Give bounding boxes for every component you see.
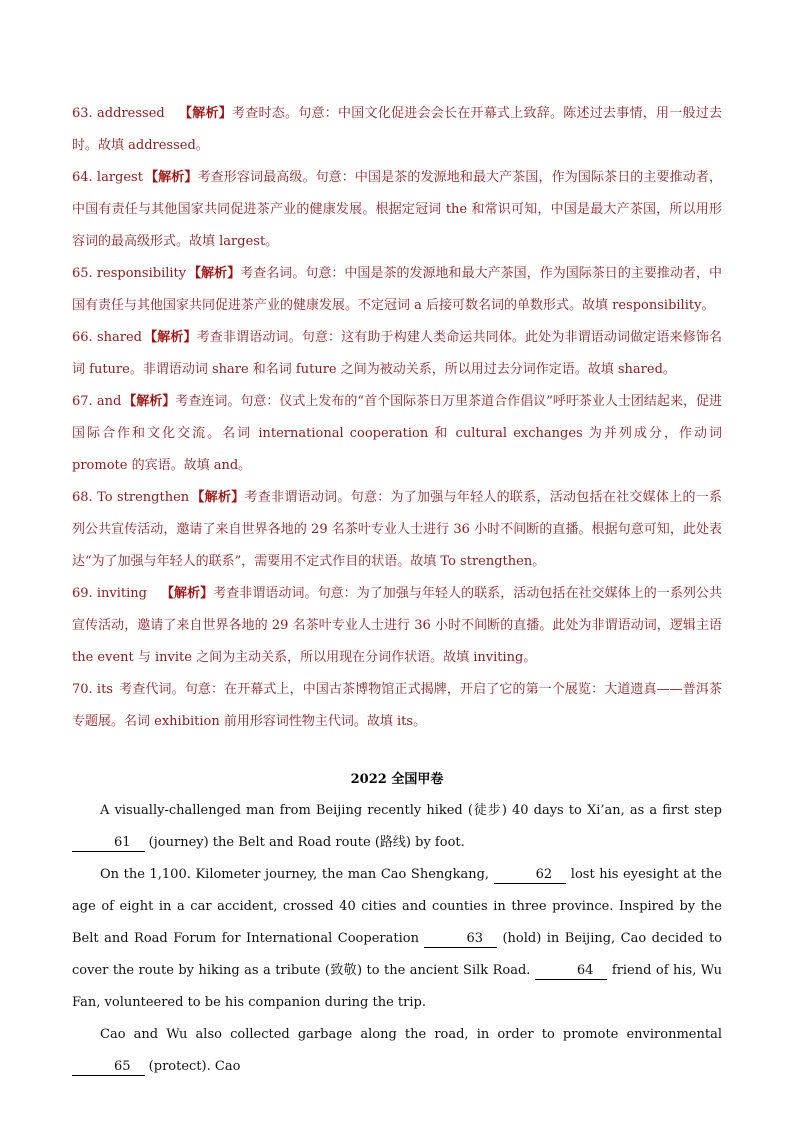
blank-64: 64: [535, 963, 608, 980]
passage-paragraph: [72, 859, 722, 1019]
passage-text: friend of his, Wu Fan, volunteered to be his companion during the trip.: [72, 963, 722, 1010]
answer-text: 考查非谓语动词。句意：为了加强与年轻人的联系，活动包括在社交媒体上的一系列公共宣传活动，邀请了来自世界各地的 29 名茶叶专业人士进行 36 小时不间断的直播。此处为非谓语动词，逻辑主语 the event 与 invite 之间为主动关系，所以用现在分词作状语。故填 inviting。: [72, 586, 722, 665]
analysis-tag: 【解析】: [178, 106, 232, 121]
answer-key: 69. inviting: [72, 586, 147, 601]
answer-key: 63. addressed: [72, 106, 165, 121]
answer-63: [72, 98, 722, 162]
passage-text: A visually-challenged man from Beijing recently hiked (徒步) 40 days to Xi’an, as a first step: [100, 803, 722, 818]
answer-text: 考查名词。句意：中国是茶的发源地和最大产茶国，作为国际茶日的主要推动者，中国有责任与其他国家共同促进茶产业的健康发展。不定冠词 a 后接可数名词的单数形式。故填 responsibility。: [72, 266, 722, 313]
answer-69: [72, 578, 722, 674]
answer-70: [72, 674, 722, 738]
answer-text: 考查非谓语动词。句意：为了加强与年轻人的联系，活动包括在社交媒体上的一系列公共宣传活动，邀请了来自世界各地的 29 名茶叶专业人士进行 36 小时不间断的直播。根据句意可知，此处表达“为了加强与年轻人的联系”，需要用不定式作目的状语。故填 To strengthen。: [72, 490, 722, 569]
cloze-passage: [72, 795, 722, 1083]
answer-67: [72, 386, 722, 482]
passage-text: (journey) the Belt and Road route (路线) by foot.: [144, 835, 465, 850]
answer-text: 考查形容词最高级。句意：中国是茶的发源地和最大产茶国，作为国际茶日的主要推动者，中国有责任与其他国家共同促进茶产业的健康发展。根据定冠词 the 和常识可知，中国是最大产茶国，所以用形容词的最高级形式。故填 largest。: [72, 170, 722, 249]
answer-68: [72, 482, 722, 578]
analysis-tag: 【解析】: [143, 330, 197, 345]
passage-paragraph: [72, 795, 722, 859]
analysis-tag: 【解析】: [144, 170, 198, 185]
answer-text: 考查时态。句意：中国文化促进会会长在开幕式上致辞。陈述过去事情，用一般过去时。故填 addressed。: [72, 106, 722, 153]
analysis-tag: 【解析】: [123, 394, 176, 409]
answer-text: 考查非谓语动词。句意：这有助于构建人类命运共同体。此处为非谓语动词做定语来修饰名词 future。非谓语动词 share 和名词 future 之间为被动关系，所以用过去分词作定语。故填 shared。: [72, 330, 722, 377]
answer-key: 67. and: [72, 394, 122, 409]
answer-64: [72, 162, 722, 258]
analysis-tag: 【解析】: [191, 490, 245, 505]
answer-text: 考查代词。句意：在开幕式上，中国古茶博物馆正式揭牌，开启了它的第一个展览：大道遗真——普洱茶专题展。名词 exhibition 前用形容词性物主代词。故填 its。: [72, 682, 722, 729]
answer-key: 70. its: [72, 682, 113, 697]
passage-text: (protect). Cao: [144, 1059, 241, 1074]
blank-63: 63: [424, 931, 497, 948]
analysis-tag: 【解析】: [188, 266, 241, 281]
answer-key: 64. largest: [72, 170, 143, 185]
blank-61: 61: [72, 835, 145, 852]
answer-66: [72, 322, 722, 386]
answer-explanations: [72, 98, 722, 738]
answer-key: 65. responsibility: [72, 266, 187, 281]
passage-text: (hold) in Beijing, Cao decided to cover the route by hiking as a tribute (致敬) to the ancient Silk Road.: [72, 931, 722, 978]
answer-text: 考查连词。句意：仪式上发布的“首个国际茶日万里茶道合作倡议”呼吁茶业人士团结起来，促进国际合作和文化交流。名词 international cooperation 和 cultural exchanges 为并列成分，作动词 promote 的宾语。故填 and。: [72, 394, 722, 473]
blank-62: 62: [494, 867, 567, 884]
analysis-tag: 【解析】: [160, 586, 214, 601]
passage-text: lost his eyesight at the age of eight in a car accident, crossed 40 cities and counties in three province. Inspired by the Belt and Road Forum for International Cooperation: [72, 867, 722, 946]
answer-key: 68. To strengthen: [72, 490, 190, 505]
answer-65: [72, 258, 722, 322]
passage-text: On the 1,100. Kilometer journey, the man Cao Shengkang,: [100, 867, 494, 882]
blank-65: 65: [72, 1059, 145, 1076]
answer-key: 66. shared: [72, 330, 142, 345]
section-title: 2022 全国甲卷: [350, 772, 444, 787]
passage-paragraph: [72, 1019, 722, 1083]
passage-text: Cao and Wu also collected garbage along the road, in order to promote environmental: [100, 1027, 722, 1042]
